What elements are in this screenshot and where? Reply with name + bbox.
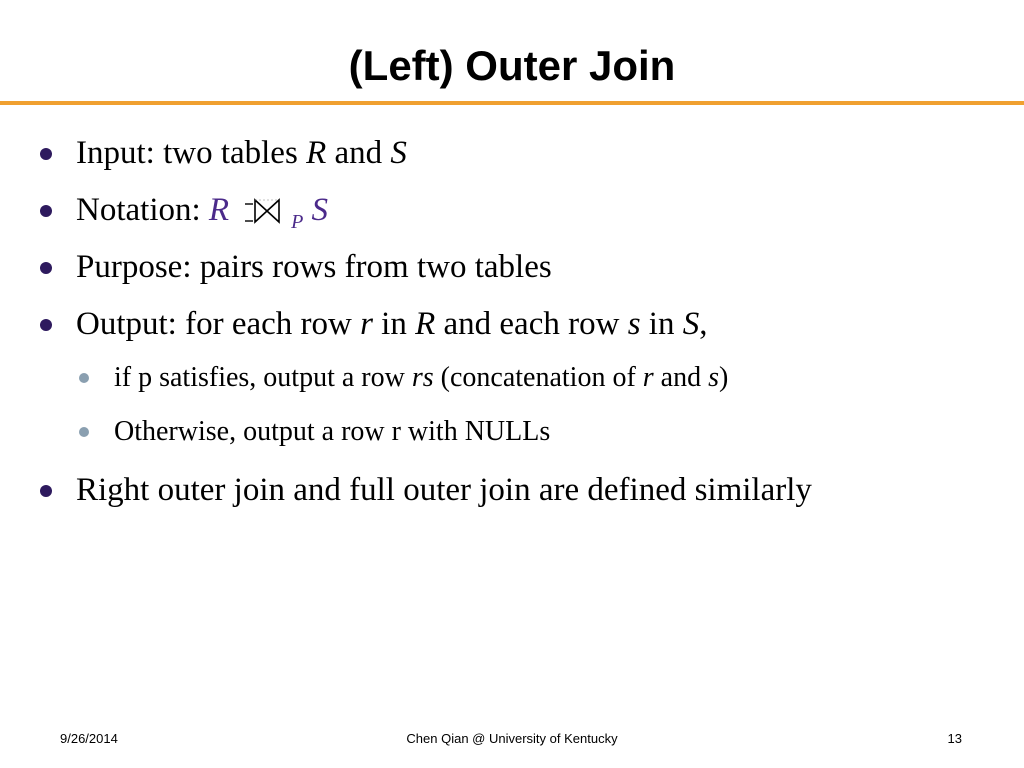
bullet-dot bbox=[40, 205, 52, 217]
bullet-text: , bbox=[699, 306, 708, 342]
bullet-text: Output: for each row bbox=[76, 306, 361, 342]
row-r: r bbox=[642, 362, 654, 393]
footer-date: 9/26/2014 bbox=[60, 731, 118, 746]
bullet-dot bbox=[40, 319, 52, 331]
bullet-text: if p satisfies, output a row bbox=[114, 362, 412, 393]
bullet-text: ) bbox=[719, 362, 729, 393]
table-s: S bbox=[311, 192, 329, 228]
bullet-text: (concatenation of bbox=[433, 362, 643, 393]
subbullet-dot bbox=[79, 373, 89, 383]
row-r: r bbox=[360, 306, 373, 342]
bullet-dot bbox=[40, 262, 52, 274]
table-s: S bbox=[390, 135, 407, 171]
bullet-text: and bbox=[326, 135, 391, 171]
bullet-text: and bbox=[653, 362, 709, 393]
footer-page-number: 13 bbox=[947, 731, 962, 746]
bullet-dot bbox=[40, 148, 52, 160]
bullet-text: Input: two tables bbox=[76, 135, 307, 171]
footer-author: Chen Qian @ University of Kentucky bbox=[406, 731, 618, 746]
slide-title: (Left) Outer Join bbox=[348, 42, 676, 89]
subbullet-otherwise: Otherwise, output a row r with NULLs bbox=[114, 416, 551, 447]
subbullet-dot bbox=[79, 427, 89, 437]
row-s: s bbox=[627, 306, 641, 342]
bullet-notation bbox=[76, 190, 328, 234]
bullet-text: in bbox=[372, 306, 416, 342]
table-r: R bbox=[208, 192, 230, 228]
bullet-right-full-join: Right outer join and full outer join are defined similarly bbox=[76, 472, 812, 508]
row-rs: rs bbox=[411, 362, 434, 393]
bullet-output bbox=[76, 304, 707, 344]
subbullet-satisfies bbox=[114, 361, 728, 395]
row-s: s bbox=[708, 362, 720, 393]
join-predicate: P bbox=[291, 211, 304, 233]
table-r: R bbox=[306, 135, 327, 171]
bullet-dot bbox=[40, 485, 52, 497]
bullet-text: and each row bbox=[435, 306, 628, 342]
bullet-text: in bbox=[640, 306, 683, 342]
table-s: S bbox=[682, 306, 700, 342]
bullet-input bbox=[76, 133, 407, 173]
bullet-purpose: Purpose: pairs rows from two tables bbox=[76, 249, 552, 285]
left-outer-join-icon bbox=[243, 197, 289, 227]
bullet-text: Notation: bbox=[76, 192, 209, 228]
table-r: R bbox=[415, 306, 436, 342]
